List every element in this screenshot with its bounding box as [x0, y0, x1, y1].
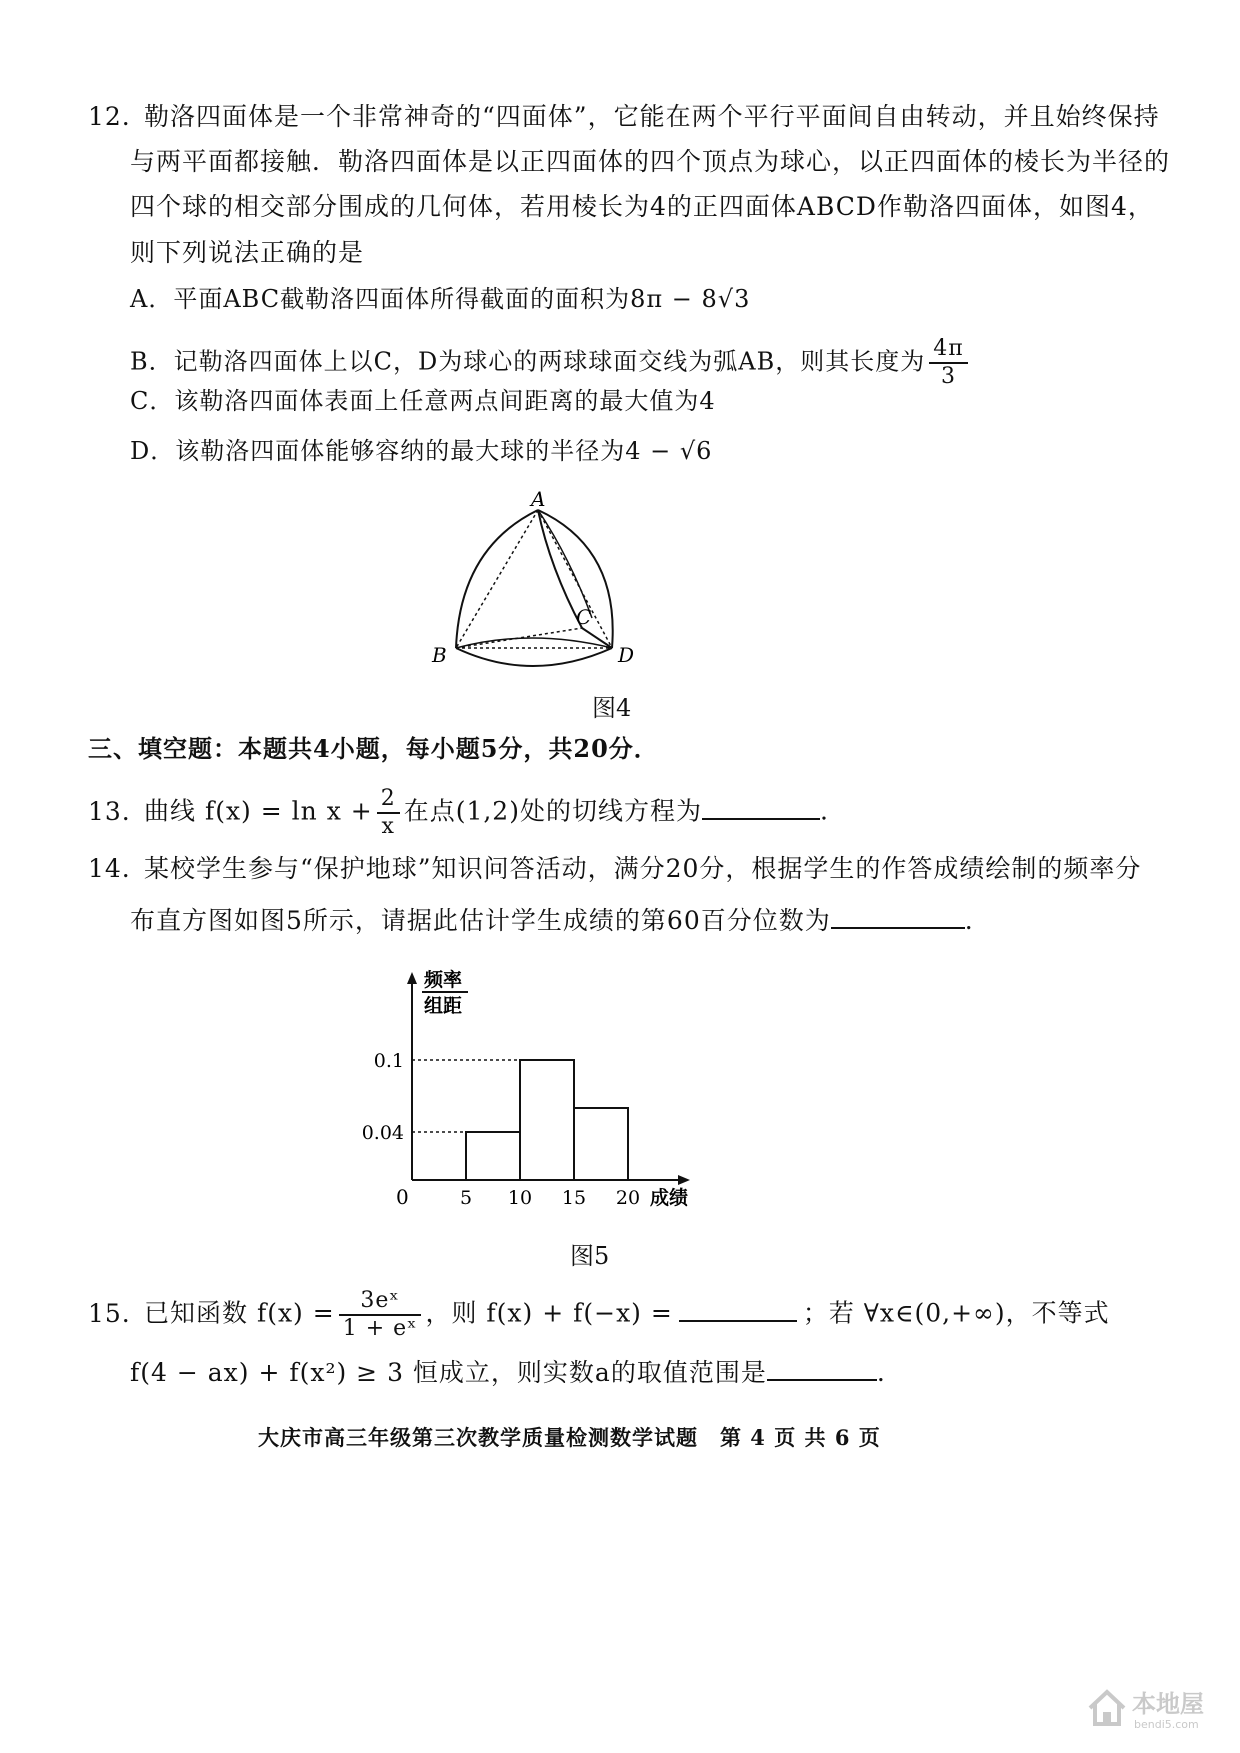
q15-number: 15. — [88, 1298, 131, 1328]
watermark — [1082, 1680, 1232, 1740]
q15-line-2 — [130, 1356, 886, 1390]
q12-text-1: 勒洛四面体是一个非常神奇的“四面体”，它能在两个平行平面间自由转动，并且始终保持 — [144, 102, 1160, 131]
q14-text-1: 某校学生参与“保护地球”知识问答活动，满分20分，根据学生的作答成绩绘制的频率分 — [144, 854, 1142, 883]
q12-option-b-fraction — [929, 336, 967, 390]
label-b: B — [432, 643, 447, 667]
q15-line-1 — [88, 1288, 1110, 1342]
q12-line-1 — [88, 100, 1160, 134]
y-tick-label-1: 0.04 — [361, 1122, 404, 1144]
page-footer: 大庆市高三年级第三次教学质量检测数学试题 第 4 页 共 6 页 — [258, 1425, 881, 1450]
figure-5-histogram — [350, 958, 730, 1218]
edge-a-d — [538, 510, 612, 648]
q13-number: 13. — [88, 796, 131, 826]
histogram-bar-3 — [574, 1108, 628, 1180]
y-label-bottom: 组距 — [424, 995, 463, 1017]
q14-number: 14. — [88, 854, 131, 883]
q13-pre: 曲线 f(x) = ln x + — [144, 796, 373, 826]
y-axis-arrow — [407, 972, 417, 984]
q13-answer-blank[interactable] — [702, 796, 820, 820]
q12-option-c: C．该勒洛四面体表面上任意两点间距离的最大值为4 — [130, 387, 716, 415]
q12-option-a: A．平面ABC截勒洛四面体所得截面的面积为8π − 8√3 — [130, 285, 751, 313]
q12-line-2: 与两平面都接触．勒洛四面体是以正四面体的四个顶点为球心，以正四面体的棱长为半径的 — [130, 147, 1171, 176]
origin-label: 0 — [396, 1185, 409, 1209]
x-axis-arrow — [678, 1175, 690, 1185]
histogram-bar-1 — [466, 1132, 520, 1180]
q13-numerator: 2 — [377, 786, 400, 814]
q15-mid: ，则 f(x) + f(−x) = — [425, 1298, 673, 1328]
q15-mid2: ；若 ∀x∈(0,+∞)，不等式 — [802, 1298, 1110, 1328]
arc-b-d — [456, 648, 612, 666]
y-label-top: 频率 — [424, 969, 463, 991]
figure-4-caption: 图4 — [592, 694, 632, 722]
q14-line-2 — [130, 904, 974, 938]
q15-denominator: 1 + eˣ — [342, 1316, 418, 1341]
q12-option-b — [130, 336, 972, 390]
q13-end: . — [819, 796, 829, 826]
q13-fraction — [377, 786, 400, 840]
q14-text-2: 布直方图如图5所示，请据此估计学生成绩的第60百分位数为 — [130, 906, 831, 935]
q15-pre: 已知函数 f(x) = — [144, 1298, 335, 1328]
q14-line-1 — [88, 852, 1141, 886]
section-3-heading: 三、填空题：本题共4小题，每小题5分，共20分． — [88, 734, 659, 763]
arc-b-d-inner — [456, 638, 612, 648]
q12-option-d: D．该勒洛四面体能够容纳的最大球的半径为4 − √6 — [130, 437, 713, 465]
label-a: A — [531, 488, 546, 511]
q15-end: . — [876, 1358, 886, 1387]
q13-line — [88, 786, 829, 840]
q12-option-b-denominator: 3 — [940, 364, 956, 389]
x-tick-label-3: 15 — [561, 1187, 587, 1209]
watermark-url: bendi5.com — [1134, 1718, 1199, 1731]
q15-text-2: f(4 − ax) + f(x²) ≥ 3 恒成立，则实数a的取值范围是 — [130, 1358, 767, 1387]
x-tick-label-1: 5 — [459, 1187, 473, 1209]
label-c: C — [576, 605, 592, 629]
edge-a-b — [456, 510, 538, 648]
q12-line-3: 四个球的相交部分围成的几何体，若用棱长为4的正四面体ABCD作勒洛四面体，如图4， — [130, 192, 1154, 221]
q12-option-b-text: B．记勒洛四面体上以C，D为球心的两球球面交线为弧AB，则其长度为 — [130, 347, 926, 376]
q15-fraction — [339, 1288, 422, 1342]
watermark-text: 本地屋 — [1132, 1690, 1204, 1718]
figure-4-diagram — [420, 488, 650, 678]
x-tick-label-2: 10 — [507, 1187, 533, 1209]
q14-end: . — [964, 906, 974, 935]
x-tick-label-4: 20 — [615, 1187, 641, 1209]
x-label: 成绩 — [650, 1187, 689, 1209]
q12-option-b-numerator: 4π — [929, 336, 967, 364]
histogram-bar-2 — [520, 1060, 574, 1180]
q12-number: 12. — [88, 102, 131, 131]
q13-post: 在点(1,2)处的切线方程为 — [403, 796, 702, 826]
q13-denominator: x — [381, 814, 395, 839]
q15-answer-blank-1[interactable] — [679, 1298, 797, 1322]
label-d: D — [618, 643, 635, 667]
house-logo-icon — [1086, 1686, 1128, 1728]
q12-line-4: 则下列说法正确的是 — [130, 238, 365, 267]
y-tick-label-2: 0.1 — [373, 1050, 404, 1072]
figure-5-caption: 图5 — [570, 1242, 610, 1270]
q15-numerator: 3eˣ — [339, 1288, 422, 1316]
q15-answer-blank-2[interactable] — [767, 1357, 877, 1381]
q14-answer-blank[interactable] — [831, 905, 965, 929]
